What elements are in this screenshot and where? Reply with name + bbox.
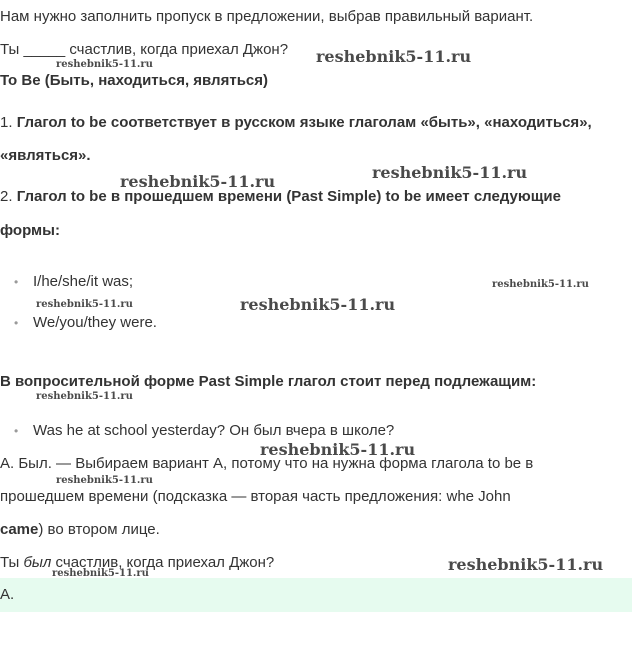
- bullet-dot: •: [14, 275, 19, 289]
- final-sentence-start: Ты: [0, 554, 24, 571]
- emphasis-came: came: [0, 521, 39, 538]
- answer-box: [0, 578, 632, 612]
- list-item: Was he at school yesterday? Он был вчера в школе?: [33, 422, 395, 439]
- watermark: reshebnik5-11.ru: [56, 475, 153, 486]
- watermark: reshebnik5-11.ru: [260, 440, 416, 459]
- watermark: reshebnik5-11.ru: [52, 568, 149, 579]
- final-sentence-end: счастлив, когда приехал Джон?: [51, 554, 275, 571]
- rule-heading: To Be (Быть, находиться, являться): [0, 72, 269, 89]
- rule-2-text: Глагол to be в прошедшем времени (Past Simple) to be имеет следующие: [16, 188, 561, 205]
- watermark: reshebnik5-11.ru: [240, 295, 396, 314]
- watermark: reshebnik5-11.ru: [492, 279, 589, 290]
- watermark: reshebnik5-11.ru: [372, 163, 528, 182]
- explanation-line-1: A. Был. — Выбираем вариант А, потому что на нужна форма глагола to be в: [0, 455, 534, 472]
- rule-1-text: Глагол to be соответствует в русском языке глаголам «быть», «находиться»,: [16, 114, 592, 131]
- explanation-line-3: [0, 520, 160, 540]
- list-item: We/you/they were.: [33, 314, 157, 331]
- rule-2-continuation: формы:: [0, 222, 60, 239]
- question-rule: В вопросительной форме Past Simple глагол стоит перед подлежащим:: [0, 373, 537, 390]
- task-sentence: Ты _____ счастлив, когда приехал Джон?: [0, 41, 289, 58]
- answer-value: A.: [0, 586, 15, 603]
- watermark: reshebnik5-11.ru: [120, 172, 276, 191]
- rule-2-number: 2.: [0, 188, 13, 205]
- watermark: reshebnik5-11.ru: [56, 59, 153, 70]
- explanation-rest: ) во втором лице.: [38, 521, 160, 538]
- explanation-line-2: прошедшем времени (подсказка — вторая часть предложения: whe John: [0, 488, 511, 505]
- bullet-dot: •: [14, 316, 19, 330]
- watermark: reshebnik5-11.ru: [316, 47, 472, 66]
- rule-2: [0, 187, 561, 207]
- bullet-dot: •: [14, 424, 19, 438]
- rule-1-continuation: «являться».: [0, 147, 91, 164]
- rule-1: [0, 113, 592, 133]
- list-item: I/he/she/it was;: [33, 273, 134, 290]
- watermark: reshebnik5-11.ru: [36, 299, 133, 310]
- rule-1-number: 1.: [0, 114, 13, 131]
- watermark: reshebnik5-11.ru: [36, 391, 133, 402]
- watermark: reshebnik5-11.ru: [448, 555, 604, 574]
- answer-word: был: [23, 554, 52, 571]
- task-instruction: Нам нужно заполнить пропуск в предложении, выбрав правильный вариант.: [0, 8, 534, 25]
